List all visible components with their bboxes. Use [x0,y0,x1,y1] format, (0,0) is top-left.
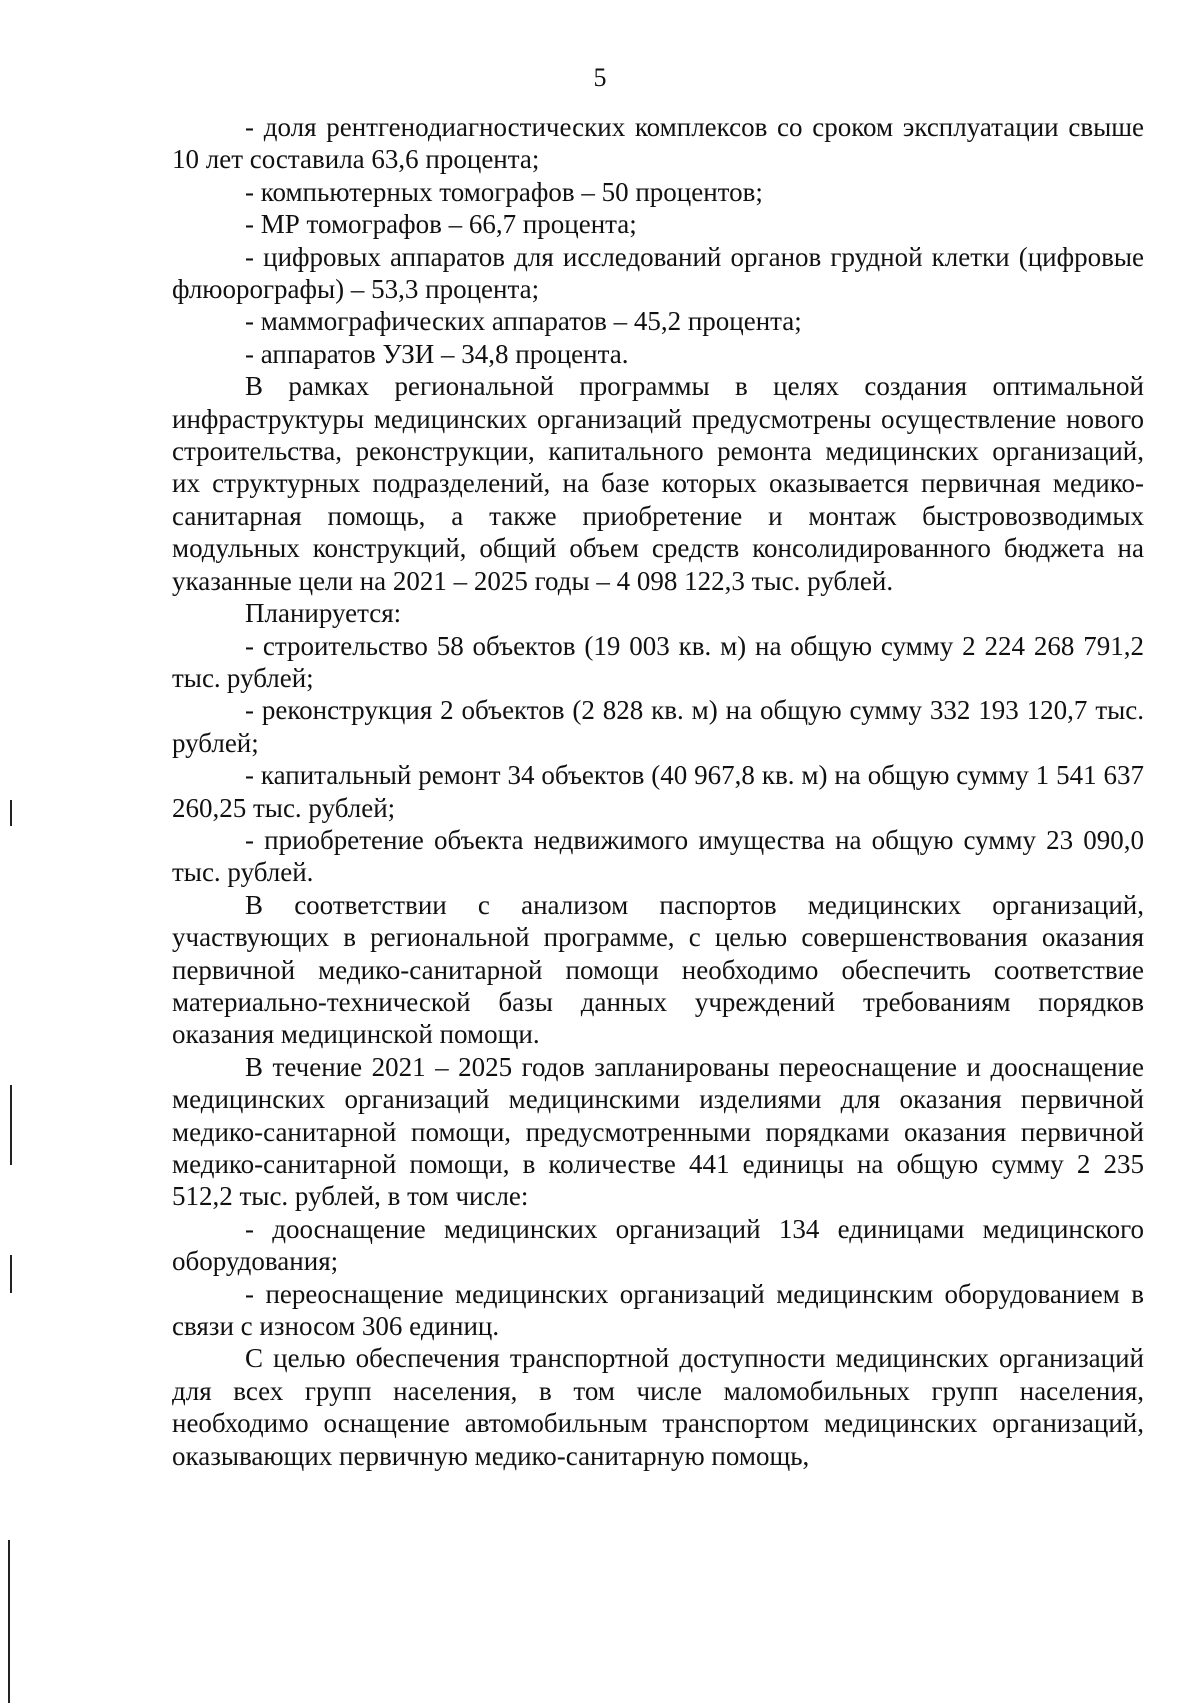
body-paragraph: В соответствии с анализом паспортов медицинских организаций, участвующих в региональной программе, с целью совершенствования оказания первичной медико-санитарной помощи необходимо обеспечить соответствие материально-технической базы данных учреждений требованиям порядков оказания медицинской помощи. [172,889,1144,1050]
scan-artifact-line [10,800,12,826]
list-item: - переоснащение медицинских организаций медицинским оборудованием в связи с износом 306 единиц. [172,1278,1144,1342]
list-item: - дооснащение медицинских организаций 134 единицами медицинского оборудования; [172,1213,1144,1277]
body-paragraph: С целью обеспечения транспортной доступности медицинских организаций для всех групп населения, в том числе маломобильных групп населения, необходимо оснащение автомобильным транспортом медицинских организаций, оказывающих первичную медико-санитарную помощь, [172,1343,1144,1471]
list-item: - капитальный ремонт 34 объектов (40 967,8 кв. м) на общую сумму 1 541 637 260,25 тыс. рублей; [172,760,1144,823]
scan-artifact-line [8,1540,10,1703]
list-item: - компьютерных томографов – 50 процентов; [245,176,763,207]
list-item: - МР томографов – 66,7 процента; [245,209,637,240]
scan-artifact-line [10,1255,12,1293]
document-body [172,111,1144,1472]
body-paragraph: В рамках региональной программы в целях создания оптимальной инфраструктуры медицинских организаций предусмотрены осуществление нового строительства, реконструкции, капитального ремонта медицинских организаций, их структурных подразделений, на базе которых оказывается первичная медико-санитарная помощь, а также приобретение и монтаж быстровозводимых модульных конструкций, общий объем средств консолидированного бюджета на указанные цели на 2021 – 2025 годы – 4 098 122,3 тыс. рублей. [172,371,1144,596]
list-item: - цифровых аппаратов для исследований органов грудной клетки (цифровые флюорографы) – 53,3 процента; [172,241,1144,305]
list-item: - приобретение объекта недвижимого имущества на общую сумму 23 090,0 тыс. рублей. [172,824,1144,888]
scan-artifact-line [10,1085,12,1165]
body-paragraph: В течение 2021 – 2025 годов запланированы переоснащение и дооснащение медицинских организаций медицинскими изделиями для оказания первичной медико-санитарной помощи, предусмотренными порядками оказания первичной медико-санитарной помощи, в количестве 441 единицы на общую сумму 2 235 512,2 тыс. рублей, в том числе: [172,1051,1144,1212]
body-paragraph: Планируется: [245,598,402,629]
list-item: - строительство 58 объектов (19 003 кв. м) на общую сумму 2 224 268 791,2 тыс. рублей; [172,630,1144,693]
page-number: 5 [593,63,607,92]
list-item: - реконструкция 2 объектов (2 828 кв. м) на общую сумму 332 193 120,7 тыс. рублей; [172,695,1144,758]
list-item: - маммографических аппаратов – 45,2 процента; [245,306,802,337]
list-item: - аппаратов УЗИ – 34,8 процента. [245,338,629,369]
list-item: - доля рентгенодиагностических комплексов со сроком эксплуатации свыше 10 лет составила 63,6 процента; [172,112,1144,175]
